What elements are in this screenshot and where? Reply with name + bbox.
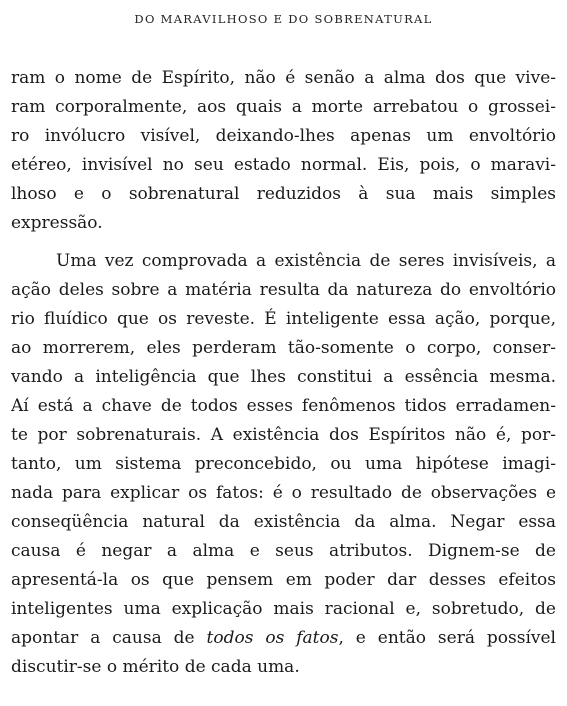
text-line-with-italic: [11, 624, 556, 653]
text-line: ao morrerem, eles perderam tão-somente o corpo, conser-: [11, 338, 556, 358]
text-line: expressão.: [11, 213, 103, 233]
paragraph-gap: [11, 238, 556, 247]
body-text: [11, 64, 556, 682]
text-line: inteligentes uma explicação mais racional e, sobretudo, de: [11, 599, 556, 619]
text-line: ação deles sobre a matéria resulta da natureza do envoltório: [11, 280, 556, 300]
text-line: nada para explicar os fatos: é o resultado de observações e: [11, 483, 556, 503]
text-line: lhoso e o sobrenatural reduzidos à sua mais simples: [11, 184, 556, 204]
text-line: discutir-se o mérito de cada uma.: [11, 657, 300, 677]
text-line: vando a inteligência que lhes constitui a essência mesma.: [11, 367, 556, 387]
text-segment: apontar a causa de: [11, 628, 207, 648]
text-line: te por sobrenaturais. A existência dos Espíritos não é, por-: [11, 425, 556, 445]
text-line: ram o nome de Espírito, não é senão a alma dos que vive-: [11, 68, 556, 88]
text-line: causa é negar a alma e seus atributos. Dignem-se de: [11, 541, 556, 561]
italic-emphasis: todos os fatos: [206, 628, 339, 648]
text-line: apresentá-la os que pensem em poder dar desses efeitos: [11, 570, 556, 590]
text-line: Aí está a chave de todos esses fenômenos tidos erradamen-: [11, 396, 556, 416]
text-line: ram corporalmente, aos quais a morte arrebatou o grossei-: [11, 97, 556, 117]
text-line: etéreo, invisível no seu estado normal. Eis, pois, o maravi-: [11, 155, 556, 175]
text-line: rio fluídico que os reveste. É inteligente essa ação, porque,: [11, 309, 556, 329]
paragraph-1: [11, 64, 556, 238]
running-header: DO MARAVILHOSO E DO SOBRENATURAL: [134, 12, 433, 26]
text-line: tanto, um sistema preconcebido, ou uma hipótese imagi-: [11, 454, 556, 474]
text-segment: , e então será possível: [338, 628, 556, 648]
text-line: conseqüência natural da existência da alma. Negar essa: [11, 512, 556, 532]
text-line: ro invólucro visível, deixando-lhes apenas um envoltório: [11, 126, 556, 146]
paragraph-2: [11, 247, 556, 682]
text-line: Uma vez comprovada a existência de seres invisíveis, a: [56, 251, 556, 271]
